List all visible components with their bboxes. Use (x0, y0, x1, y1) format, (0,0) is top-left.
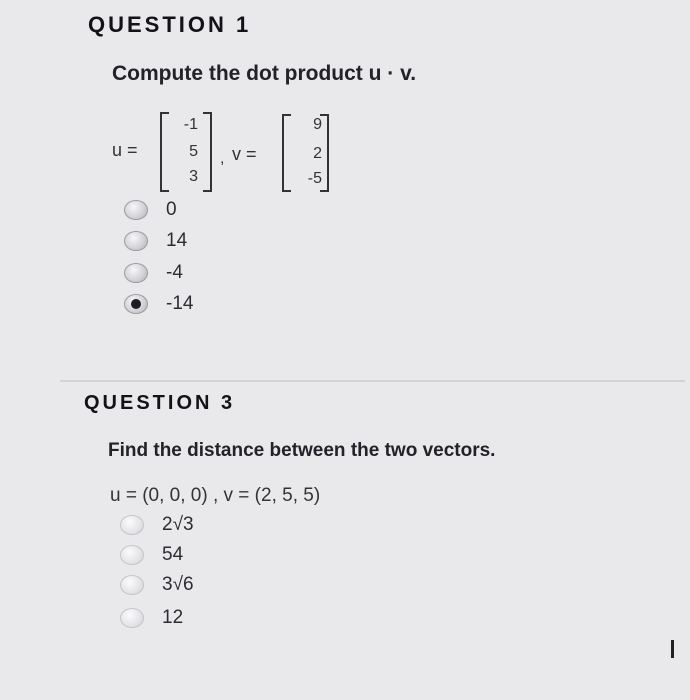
radio-button-selected[interactable] (124, 294, 148, 314)
radio-button[interactable] (124, 263, 148, 283)
radio-button[interactable] (120, 515, 144, 535)
u-component-3: 3 (189, 168, 198, 185)
q1-option-1[interactable] (124, 230, 187, 252)
v-right-bracket (320, 114, 329, 192)
u-label: u = (112, 140, 138, 160)
radio-button[interactable] (124, 200, 148, 220)
vector-separator: , (220, 150, 225, 167)
radio-button[interactable] (120, 608, 144, 628)
q3-option-1[interactable] (120, 544, 183, 566)
question-1-prompt: Compute the dot product u · v. (112, 62, 417, 85)
option-label: 0 (166, 199, 177, 220)
text-cursor-icon (671, 640, 674, 658)
q3-option-2[interactable] (120, 574, 194, 596)
option-label: 2√3 (162, 514, 194, 535)
option-label: 3√6 (162, 574, 194, 595)
u-component-2: 5 (189, 143, 198, 160)
radio-button[interactable] (120, 545, 144, 565)
u-component-1: -1 (183, 116, 198, 133)
question-3-title: QUESTION 3 (84, 392, 236, 414)
u-right-bracket (203, 112, 212, 192)
option-label: 14 (166, 230, 188, 251)
v-label: v = (232, 144, 257, 164)
v-component-3: -5 (307, 170, 322, 187)
q1-option-2[interactable] (124, 262, 183, 284)
radio-button[interactable] (124, 231, 148, 251)
q1-option-0[interactable] (124, 199, 177, 221)
option-label: -14 (166, 293, 194, 314)
q3-vectors: u = (0, 0, 0) , v = (2, 5, 5) (110, 485, 321, 506)
question-divider (60, 380, 685, 382)
option-label: -4 (166, 262, 183, 283)
option-label: 54 (162, 544, 184, 565)
q3-option-3[interactable] (120, 607, 183, 629)
q1-option-3[interactable] (124, 293, 193, 315)
v-component-1: 9 (313, 116, 322, 133)
v-component-2: 2 (313, 145, 322, 162)
question-1-title: QUESTION 1 (88, 12, 252, 37)
question-3-prompt: Find the distance between the two vectors. (108, 440, 496, 461)
radio-button[interactable] (120, 575, 144, 595)
option-label: 12 (162, 607, 184, 628)
q3-option-0[interactable] (120, 514, 194, 536)
